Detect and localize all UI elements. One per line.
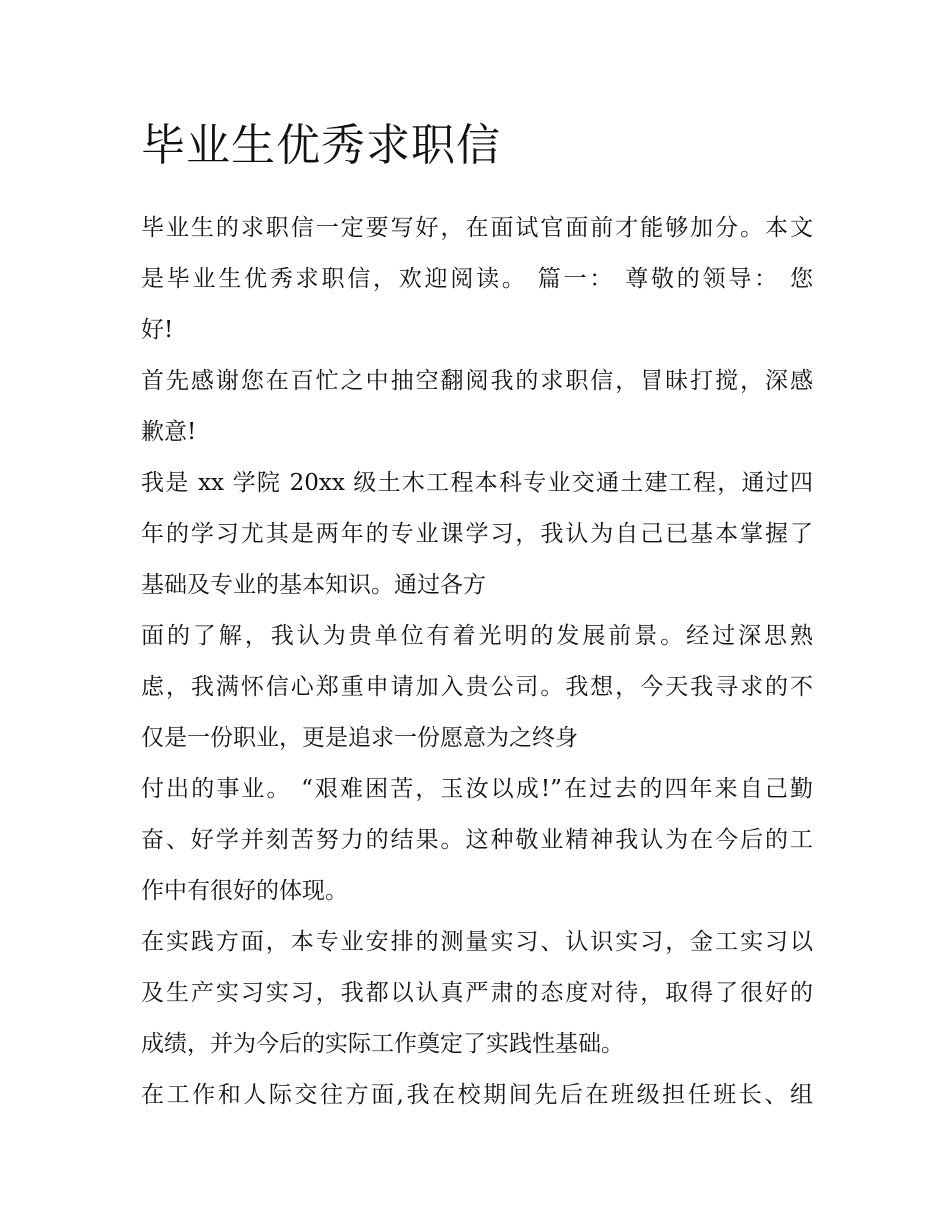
document-body <box>141 203 813 1121</box>
body-line: 奋、好学并刻苦努力的结果。这种敬业精神我认为在今后的工 <box>141 827 813 853</box>
body-line: 付出的事业。 “艰难困苦，玉汝以成!”在过去的四年来自己勤 <box>141 776 813 802</box>
body-line: 虑，我满怀信心郑重申请加入贵公司。我想，今天我寻求的不 <box>141 674 813 700</box>
document-content <box>141 112 813 1121</box>
body-line: 好! <box>141 317 174 343</box>
body-line: 年的学习尤其是两年的专业课学习，我认为自己已基本掌握了 <box>141 521 813 547</box>
body-line: 是毕业生优秀求职信，欢迎阅读。 篇一： 尊敬的领导： 您 <box>141 266 813 292</box>
body-line: 首先感谢您在百忙之中抽空翻阅我的求职信，冒昧打搅，深感 <box>141 368 813 394</box>
body-line: 作中有很好的体现。 <box>141 878 348 904</box>
body-line: 在实践方面，本专业安排的测量实习、认识实习，金工实习以 <box>141 929 813 955</box>
body-line: 基础及专业的基本知识。通过各方 <box>141 572 486 598</box>
body-line: 歉意! <box>141 419 197 445</box>
body-line: 我是 xx 学院 20xx 级土木工程本科专业交通土建工程，通过四 <box>141 470 813 496</box>
body-line: 及生产实习实习，我都以认真严肃的态度对待，取得了很好的 <box>141 980 813 1006</box>
body-line: 成绩，并为今后的实际工作奠定了实践性基础。 <box>141 1031 624 1057</box>
body-line: 在工作和人际交往方面,我在校期间先后在班级担任班长、组 <box>141 1082 813 1108</box>
body-line: 仅是一份职业，更是追求一份愿意为之终身 <box>141 725 578 751</box>
body-line: 毕业生的求职信一定要写好，在面试官面前才能够加分。本文 <box>141 215 813 241</box>
body-line: 面的了解，我认为贵单位有着光明的发展前景。经过深思熟 <box>141 623 813 649</box>
document-title: 毕业生优秀求职信 <box>141 120 501 171</box>
